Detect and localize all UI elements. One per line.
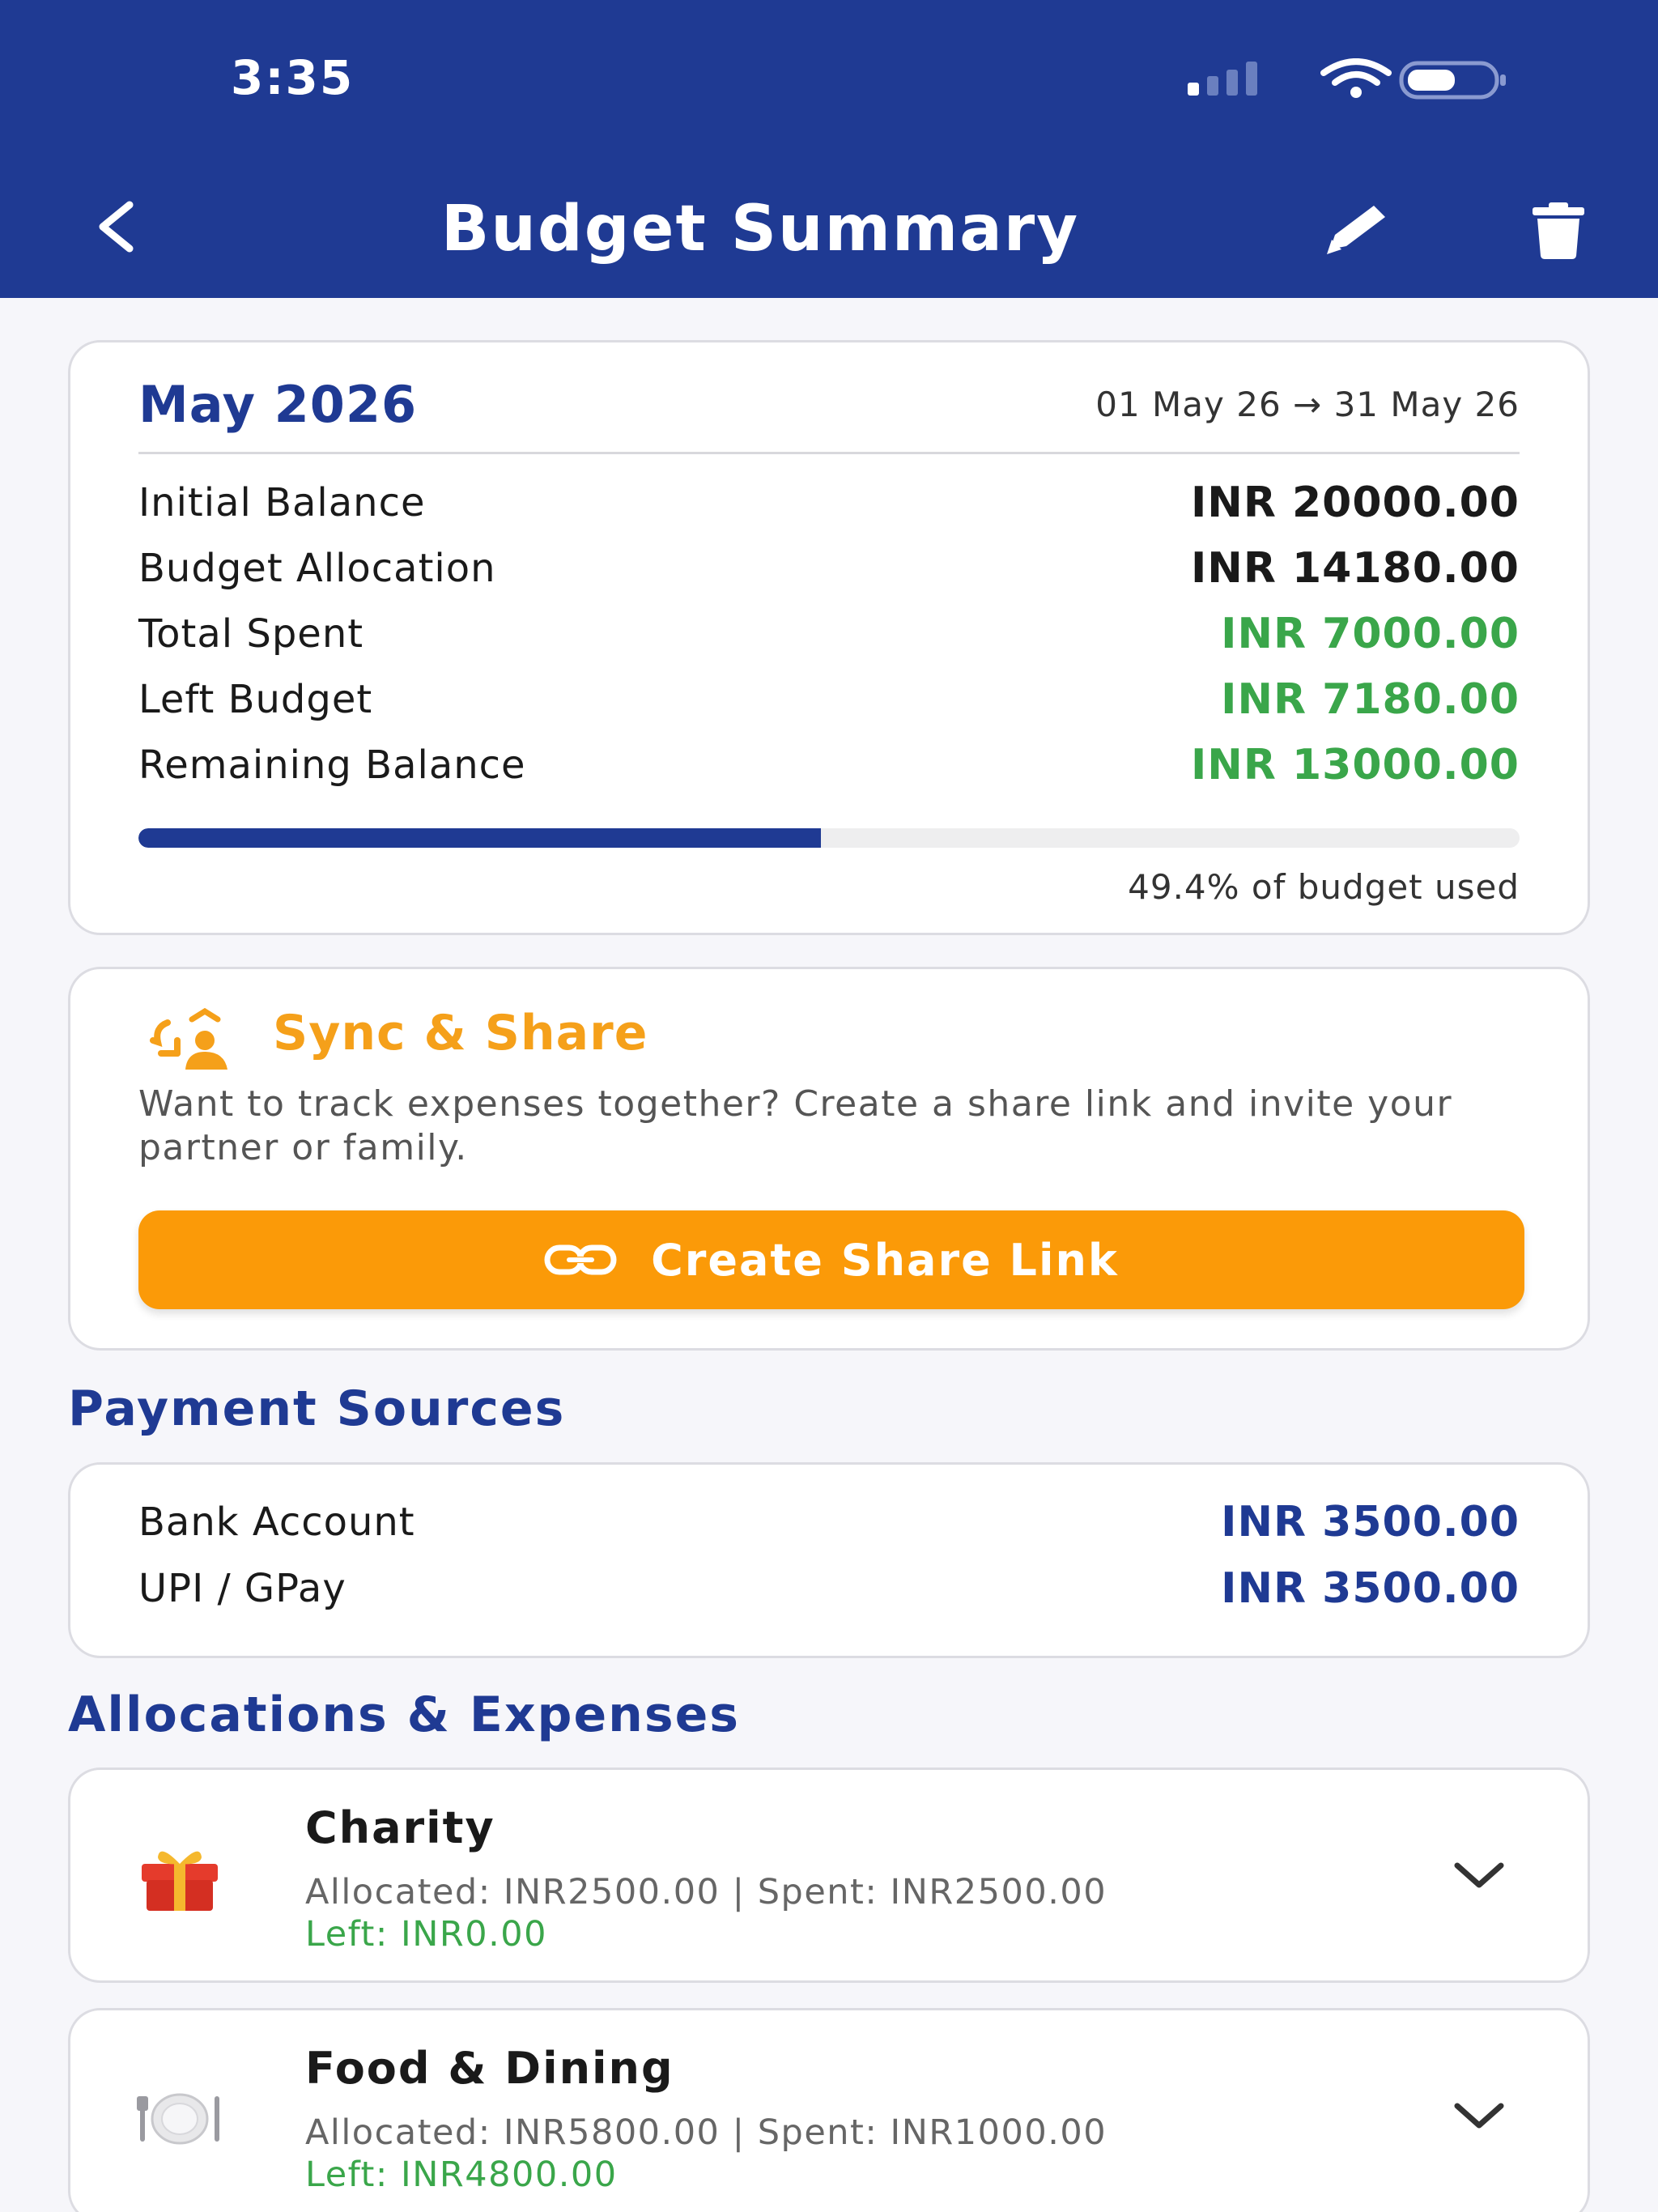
sync-title: Sync & Share xyxy=(273,1005,648,1061)
row-value: INR 20000.00 xyxy=(1190,479,1520,527)
signal-icon xyxy=(1186,58,1275,99)
dining-icon xyxy=(135,2080,224,2153)
payment-source-value: INR 3500.00 xyxy=(1221,1564,1520,1613)
expand-button[interactable] xyxy=(1439,2083,1520,2148)
battery-icon xyxy=(1398,60,1511,100)
budget-progress-bar xyxy=(138,828,1520,848)
summary-row-remaining-balance xyxy=(138,737,1520,793)
budget-summary-card xyxy=(68,340,1590,935)
row-label: Budget Allocation xyxy=(138,546,496,591)
row-value: INR 13000.00 xyxy=(1190,741,1520,789)
payment-source-label: Bank Account xyxy=(138,1499,415,1545)
create-share-link-button[interactable] xyxy=(138,1210,1524,1309)
sync-share-card xyxy=(68,967,1590,1351)
share-button-label: Create Share Link xyxy=(651,1234,1119,1286)
allocation-left: Left: INR4800.00 xyxy=(305,2155,618,2195)
page-title: Budget Summary xyxy=(440,193,1080,266)
delete-button[interactable] xyxy=(1514,194,1603,267)
trash-icon xyxy=(1526,202,1591,259)
link-icon xyxy=(544,1240,617,1280)
edit-button[interactable] xyxy=(1312,194,1401,267)
allocation-name: Food & Dining xyxy=(305,2043,674,2094)
payment-source-label: UPI / GPay xyxy=(138,1566,346,1611)
gift-icon xyxy=(135,1840,224,1912)
status-time: 3:35 xyxy=(231,50,355,105)
allocation-item-food-dining[interactable] xyxy=(68,2008,1590,2212)
date-range: 01 May 26 → 31 May 26 xyxy=(1095,385,1520,424)
progress-caption: 49.4% of budget used xyxy=(1128,867,1520,907)
row-label: Initial Balance xyxy=(138,480,426,525)
summary-row-budget-allocation xyxy=(138,540,1520,597)
allocation-left: Left: INR0.00 xyxy=(305,1914,548,1955)
allocation-name: Charity xyxy=(305,1802,495,1853)
row-label: Left Budget xyxy=(138,677,373,722)
chevron-down-icon xyxy=(1451,2099,1507,2132)
sync-description: Want to track expenses together? Create a share link and invite your partner or family. xyxy=(138,1083,1453,1168)
row-value: INR 7180.00 xyxy=(1221,675,1520,724)
wifi-icon xyxy=(1316,58,1397,99)
payment-sources-card xyxy=(68,1462,1590,1658)
summary-row-left-budget xyxy=(138,671,1520,728)
allocation-detail: Allocated: INR2500.00 | Spent: INR2500.00 xyxy=(305,1872,1107,1912)
month-title: May 2026 xyxy=(138,375,418,434)
payment-source-value: INR 3500.00 xyxy=(1221,1498,1520,1546)
row-value: INR 7000.00 xyxy=(1221,610,1520,658)
row-value: INR 14180.00 xyxy=(1190,544,1520,593)
budget-progress-fill xyxy=(138,828,821,848)
summary-row-total-spent xyxy=(138,606,1520,662)
payment-sources-heading: Payment Sources xyxy=(68,1380,566,1437)
app-header xyxy=(0,0,1658,298)
allocation-detail: Allocated: INR5800.00 | Spent: INR1000.00 xyxy=(305,2112,1107,2153)
allocation-item-charity[interactable] xyxy=(68,1767,1590,1983)
summary-row-initial-balance xyxy=(138,474,1520,531)
share-people-icon xyxy=(150,1008,239,1073)
expand-button[interactable] xyxy=(1439,1843,1520,1908)
row-label: Total Spent xyxy=(138,611,364,657)
payment-source-row xyxy=(138,1494,1520,1551)
chevron-down-icon xyxy=(1451,1859,1507,1891)
divider xyxy=(138,452,1520,454)
payment-source-row xyxy=(138,1560,1520,1617)
allocations-heading: Allocations & Expenses xyxy=(68,1687,741,1743)
pencil-icon xyxy=(1316,202,1397,259)
row-label: Remaining Balance xyxy=(138,742,526,788)
